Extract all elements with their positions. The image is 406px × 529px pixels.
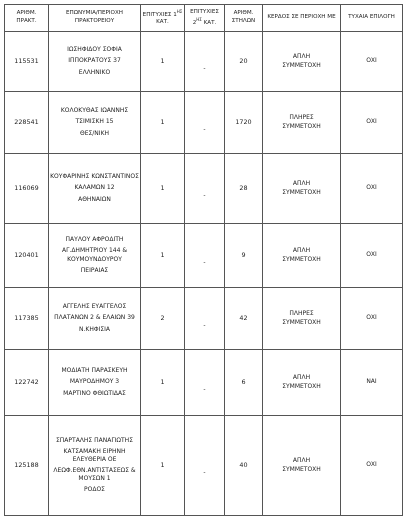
random-selection: ΟΧΙ [341, 416, 403, 516]
agency-details: ΜΟΔΙΑΤΗ ΠΑΡΑΣΚΕΥΗ ΜΑΥΡΟΔΗΜΟΥ 3 ΜΑΡΤΙΝΟ ΦΘΙΩΤΙΔΑΣ [49, 350, 141, 416]
column-count: 6 [225, 350, 263, 416]
agency-number: 116069 [5, 154, 49, 224]
agency-number: 122742 [5, 350, 49, 416]
second-category-wins: - [185, 154, 225, 224]
first-category-wins: 1 [141, 32, 185, 92]
first-category-wins: 1 [141, 416, 185, 516]
random-selection: ΝΑΙ [341, 350, 403, 416]
second-category-wins: - [185, 92, 225, 154]
first-category-wins: 1 [141, 350, 185, 416]
random-selection: ΟΧΙ [341, 288, 403, 350]
first-category-wins: 1 [141, 92, 185, 154]
agency-number: 120401 [5, 224, 49, 288]
agency-number: 228541 [5, 92, 49, 154]
second-category-wins: - [185, 288, 225, 350]
column-count: 1720 [225, 92, 263, 154]
random-selection: ΟΧΙ [341, 154, 403, 224]
first-category-wins: 1 [141, 154, 185, 224]
table-row [5, 288, 403, 350]
results-table [4, 4, 403, 516]
agency-details: ΙΩΣΗΦΙΔΟΥ ΣΟΦΙΑ ΙΠΠΟΚΡΑΤΟΥΣ 37 ΕΛΛΗΝΙΚΟ [49, 32, 141, 92]
first-category-wins: 1 [141, 224, 185, 288]
win-area: ΑΠΛΗ ΣΥΜΜΕΤΟΧΗ [263, 154, 341, 224]
table-row [5, 92, 403, 154]
table-row [5, 416, 403, 516]
header-random-selection: ΤΥΧΑΙΑ ΕΠΙΛΟΓΗ [341, 5, 403, 32]
win-area: ΑΠΛΗ ΣΥΜΜΕΤΟΧΗ [263, 32, 341, 92]
second-category-wins: - [185, 32, 225, 92]
column-count: 20 [225, 32, 263, 92]
agency-details: ΠΑΥΛΟΥ ΑΦΡΟΔΙΤΗ ΑΓ.ΔΗΜΗΤΡΙΟΥ 144 & ΚΟΥΜΟΥΝΔΟΥΡΟΥ ΠΕΙΡΑΙΑΣ [49, 224, 141, 288]
agency-details: ΚΟΛΟΚΥΘΑΣ ΙΩΑΝΝΗΣ ΤΣΙΜΙΣΚΗ 15 ΘΕΣ/ΝΙΚΗ [49, 92, 141, 154]
win-area: ΑΠΛΗ ΣΥΜΜΕΤΟΧΗ [263, 416, 341, 516]
random-selection: ΟΧΙ [341, 224, 403, 288]
win-area: ΑΠΛΗ ΣΥΜΜΕΤΟΧΗ [263, 350, 341, 416]
agency-details: ΚΟΥΦΑΡΙΝΗΣ ΚΩΝΣΤΑΝΤΙΝΟΣ ΚΑΛΑΜΩΝ 12 ΑΘΗΝΑΙΩΝ [49, 154, 141, 224]
win-area: ΑΠΛΗ ΣΥΜΜΕΤΟΧΗ [263, 224, 341, 288]
win-area: ΠΛΗΡΕΣ ΣΥΜΜΕΤΟΧΗ [263, 288, 341, 350]
column-count: 28 [225, 154, 263, 224]
table-row [5, 350, 403, 416]
header-column-count: ΑΡΙΘΜ. ΣΤΗΛΩΝ [225, 5, 263, 32]
column-count: 9 [225, 224, 263, 288]
column-count: 40 [225, 416, 263, 516]
agency-details: ΣΠΑΡΤΑΛΗΣ ΠΑΝΑΓΙΩΤΗΣ ΚΑΤΣΑΜΑΚΗ ΕΙΡΗΝΗ ΕΛΕΥΘΕΡΙΑ ΟΕ ΛΕΩΦ.ΕΘΝ.ΑΝΤΙΣΤΑΣΕΩΣ & ΜΟΥΣΩΝ 1 ΡΟΔΟΣ [49, 416, 141, 516]
second-category-wins: - [185, 416, 225, 516]
results-table-container [4, 4, 403, 516]
table-row [5, 32, 403, 92]
table-row [5, 224, 403, 288]
agency-number: 115531 [5, 32, 49, 92]
agency-number: 125188 [5, 416, 49, 516]
win-area: ΠΛΗΡΕΣ ΣΥΜΜΕΤΟΧΗ [263, 92, 341, 154]
header-agency-number: ΑΡΙΘΜ. ΠΡΑΚΤ. [5, 5, 49, 32]
table-row [5, 154, 403, 224]
random-selection: ΟΧΙ [341, 32, 403, 92]
agency-details: ΑΓΓΕΛΗΣ ΕΥΑΓΓΕΛΟΣ ΠΛΑΤΑΝΩΝ 2 & ΕΛΑΙΩΝ 39 Ν.ΚΗΦΙΣΙΑ [49, 288, 141, 350]
header-second-category-wins: ΕΠΙΤΥΧΙΕΣ $2^{H\Sigma}$ ΚΑΤ. [185, 5, 225, 32]
second-category-wins: - [185, 224, 225, 288]
first-category-wins: 2 [141, 288, 185, 350]
table-header-row [5, 5, 403, 32]
header-agency-name-area: ΕΠΩΝΥΜΙΑ/ΠΕΡΙΟΧΗ ΠΡΑΚΤΟΡΕΙΟΥ [49, 5, 141, 32]
header-win-area: ΚΕΡΔΟΣ ΣΕ ΠΕΡΙΟΧΗ ΜΕ [263, 5, 341, 32]
agency-number: 117385 [5, 288, 49, 350]
header-first-category-wins: ΕΠΙΤΥΧΙΕΣ $1^{H\Sigma}$ ΚΑΤ. [141, 5, 185, 32]
column-count: 42 [225, 288, 263, 350]
random-selection: ΟΧΙ [341, 92, 403, 154]
second-category-wins: - [185, 350, 225, 416]
